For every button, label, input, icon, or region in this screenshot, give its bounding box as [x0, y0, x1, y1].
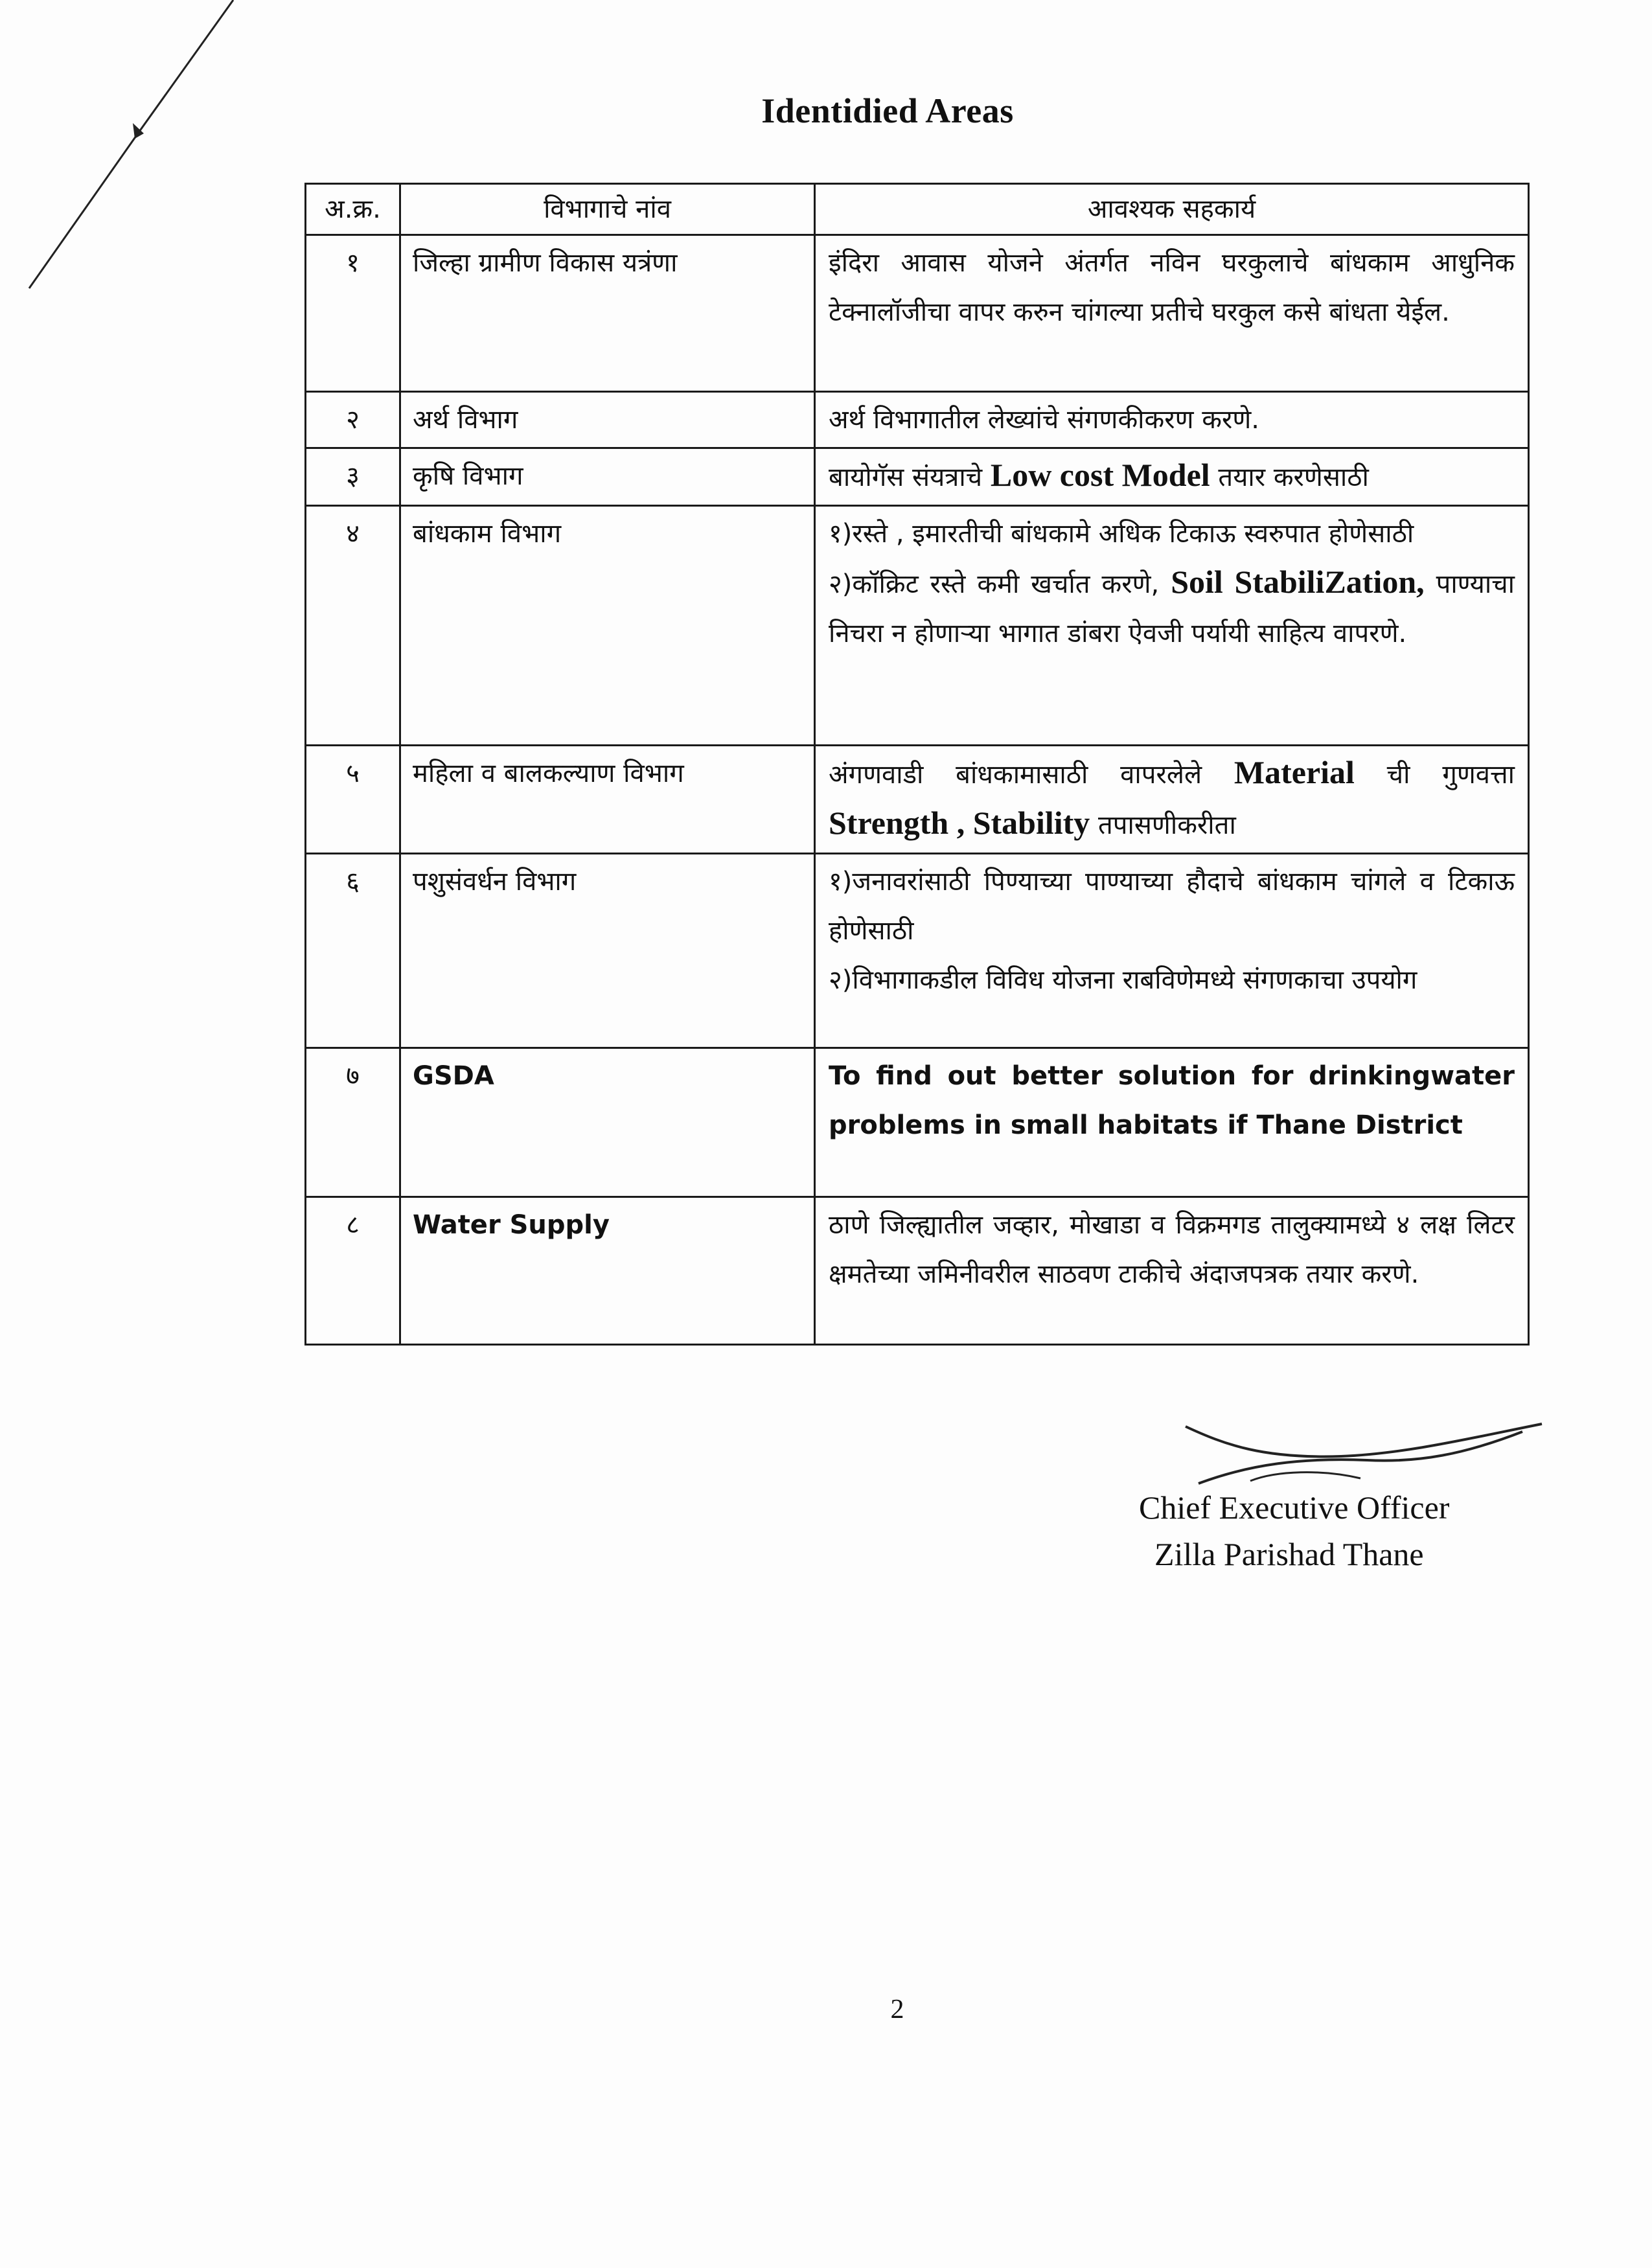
table-row — [306, 746, 1529, 854]
identified-areas-table — [304, 183, 1530, 1346]
signatory-office: Zilla Parishad Thane — [1154, 1536, 1424, 1572]
cooperation-text: इंदिरा आवास योजने अंतर्गत नविन घरकुलाचे बांधकाम आधुनिक टेक्नालॉजीचा वापर करुन चांगल्या प्रतीचे घरकुल कसे बांधता येईल. — [829, 248, 1515, 327]
cooperation-text-part: २)कॉक्रिट रस्ते कमी खर्चात करणे, — [829, 569, 1171, 599]
row-cooperation — [815, 392, 1529, 448]
table-row — [306, 392, 1529, 448]
header-serial: अ.क्र. — [306, 184, 400, 235]
cooperation-text: To find out better solution for drinkingwater problems in small habitats if Thane District — [829, 1061, 1515, 1140]
cooperation-text: अर्थ विभागातील लेख्यांचे संगणकीकरण करणे. — [829, 405, 1259, 435]
signatory-title: Chief Executive Officer — [1139, 1489, 1450, 1526]
row-serial: ४ — [306, 506, 400, 746]
row-serial: ८ — [306, 1197, 400, 1345]
row-cooperation — [815, 854, 1529, 1048]
cooperation-text: ठाणे जिल्ह्यातील जव्हार, मोखाडा व विक्रमगड तालुक्यामध्ये ४ लक्ष लिटर क्षमतेच्या जमिनीवरील साठवण टाकीचे अंदाजपत्रक तयार करणे. — [829, 1210, 1515, 1289]
table-row — [306, 506, 1529, 746]
row-cooperation — [815, 235, 1529, 392]
table-row — [306, 1197, 1529, 1345]
row-serial: १ — [306, 235, 400, 392]
table-header-row — [306, 184, 1529, 235]
cooperation-text-english: Material — [1233, 754, 1355, 790]
row-department: महिला व बालकल्याण विभाग — [400, 746, 815, 854]
cooperation-text-part: बायोगॅस संयत्राचे — [829, 463, 991, 492]
row-cooperation — [815, 746, 1529, 854]
cooperation-text-part: पाण्याचा निचरा न होणाऱ्या भागात डांबरा ऐवजी पर्यायी साहित्य वापरणे. — [829, 569, 1515, 648]
table-row — [306, 1048, 1529, 1197]
row-serial: २ — [306, 392, 400, 448]
row-department: अर्थ विभाग — [400, 392, 815, 448]
row-department: GSDA — [400, 1048, 815, 1197]
row-serial: ६ — [306, 854, 400, 1048]
signature-block — [1095, 1419, 1548, 1581]
cooperation-text-part: ची गुणवत्ता — [1354, 760, 1515, 790]
cooperation-text — [829, 749, 1515, 850]
row-cooperation — [815, 448, 1529, 506]
document-title: Identidied Areas — [761, 91, 1014, 130]
table-row — [306, 235, 1529, 392]
table-row — [306, 854, 1529, 1048]
cooperation-text-part: तयार करणेसाठी — [1210, 463, 1369, 492]
cooperation-text-english: Strength , Stability — [829, 805, 1090, 841]
row-serial: ७ — [306, 1048, 400, 1197]
cooperation-text — [829, 452, 1515, 502]
cooperation-text — [829, 558, 1515, 658]
row-department: बांधकाम विभाग — [400, 506, 815, 746]
row-serial: ५ — [306, 746, 400, 854]
cooperation-text: १)जनावरांसाठी पिण्याच्या पाण्याच्या हौदाचे बांधकाम चांगले व टिकाऊ होणेसाठी — [829, 867, 1515, 946]
row-department: Water Supply — [400, 1197, 815, 1345]
cooperation-text-part: तपासणीकरीता — [1090, 810, 1236, 840]
page-number: 2 — [890, 1995, 904, 2024]
cooperation-text-english: Soil StabiliZation, — [1171, 564, 1425, 600]
row-department: कृषि विभाग — [400, 448, 815, 506]
header-cooperation: आवश्यक सहकार्य — [815, 184, 1529, 235]
header-department: विभागाचे नांव — [400, 184, 815, 235]
row-department: पशुसंवर्धन विभाग — [400, 854, 815, 1048]
cooperation-text: १)रस्ते , इमारतीची बांधकामे अधिक टिकाऊ स्वरुपात होणेसाठी — [829, 519, 1414, 549]
cooperation-text-english: Low cost Model — [990, 457, 1210, 493]
cooperation-text-part: अंगणवाडी बांधकामासाठी वापरलेले — [829, 760, 1234, 790]
scan-stray-line — [0, 0, 272, 311]
table-row — [306, 448, 1529, 506]
row-cooperation — [815, 1048, 1529, 1197]
row-cooperation — [815, 1197, 1529, 1345]
cooperation-text: २)विभागाकडील विविध योजना राबविणेमध्ये संगणकाचा उपयोग — [829, 965, 1417, 995]
row-department: जिल्हा ग्रामीण विकास यत्रंणा — [400, 235, 815, 392]
row-cooperation — [815, 506, 1529, 746]
row-serial: ३ — [306, 448, 400, 506]
